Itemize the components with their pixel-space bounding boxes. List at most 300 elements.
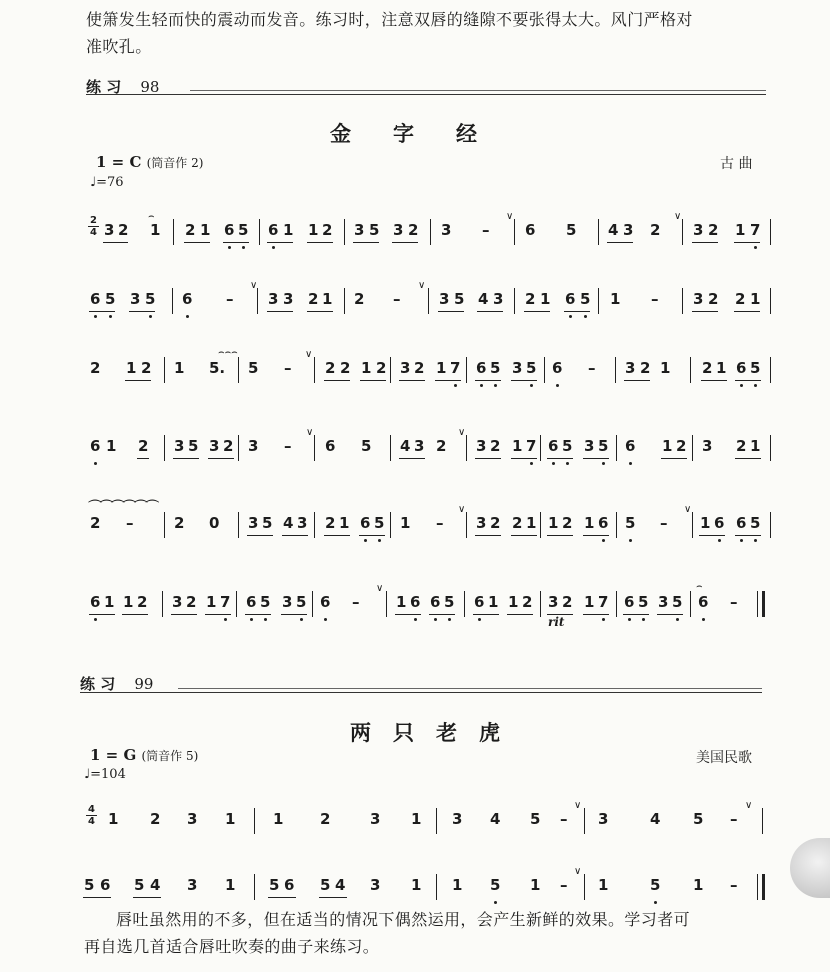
note: 6	[474, 593, 485, 611]
bar-line	[692, 512, 693, 538]
note: 5	[750, 359, 761, 377]
note: 3	[187, 876, 198, 894]
note: 1	[436, 359, 447, 377]
note: 7	[598, 593, 609, 611]
composer: 古 曲	[720, 156, 753, 172]
note: 3	[248, 437, 259, 455]
note: 6	[476, 359, 487, 377]
note: 3	[174, 437, 185, 455]
note: 3	[476, 514, 487, 532]
bar-line	[466, 435, 467, 461]
note: 6	[90, 437, 101, 455]
note: 6	[698, 593, 709, 611]
time-signature: 4 4	[86, 804, 97, 827]
bar-line	[436, 874, 437, 900]
note: 3	[393, 221, 404, 239]
note: 6	[325, 437, 336, 455]
quarter-note-icon: ♩	[84, 767, 91, 782]
note: 5	[320, 876, 331, 894]
note: 2	[354, 290, 365, 308]
note: –	[730, 876, 738, 894]
note: 2	[512, 514, 523, 532]
note: 4	[283, 514, 294, 532]
bar-line	[770, 219, 771, 245]
note: 1	[206, 593, 217, 611]
note: 6	[90, 290, 101, 308]
exercise-label: 练 习	[86, 78, 122, 96]
note: –	[284, 437, 292, 455]
note: 1	[548, 514, 559, 532]
breath-mark-icon: ∨	[376, 583, 384, 594]
note: 5	[580, 290, 591, 308]
bar-line	[762, 874, 765, 900]
note: 5	[260, 593, 271, 611]
note: 5	[262, 514, 273, 532]
note: 6	[268, 221, 279, 239]
bar-line	[238, 435, 239, 461]
note: 5	[269, 876, 280, 894]
note: 2	[320, 810, 331, 828]
note: 2	[150, 810, 161, 828]
note: 5	[598, 437, 609, 455]
note: 5	[296, 593, 307, 611]
breath-mark-icon: ∨	[418, 280, 426, 291]
note: 1	[225, 810, 236, 828]
note: 1	[396, 593, 407, 611]
intro-line-1: 使箫发生轻而快的震动而发音。练习时，注意双唇的缝隙不要张得太大。风门严格对	[86, 10, 693, 29]
bar-line	[584, 808, 585, 834]
note: 2	[702, 359, 713, 377]
note: 2	[525, 290, 536, 308]
note: 1	[174, 359, 185, 377]
note: 3	[370, 810, 381, 828]
note: 3	[400, 359, 411, 377]
note: 1	[584, 514, 595, 532]
note: 3	[493, 290, 504, 308]
key-text: 1 = C	[96, 153, 142, 171]
breath-mark-icon: ∨	[305, 349, 313, 360]
note: –	[436, 514, 444, 532]
bar-line	[254, 808, 255, 834]
bar-line	[682, 219, 683, 245]
note: 1	[308, 221, 319, 239]
note: 1	[584, 593, 595, 611]
bar-line	[164, 435, 165, 461]
note: 5	[369, 221, 380, 239]
note: 5	[638, 593, 649, 611]
exercise-number: 98	[140, 78, 160, 96]
note: 1	[283, 221, 294, 239]
bar-line	[464, 591, 465, 617]
note: 1	[700, 514, 711, 532]
breath-mark-icon: ∨	[250, 280, 258, 291]
note: 4	[478, 290, 489, 308]
note: 6	[284, 876, 295, 894]
rit-marking: rit	[548, 615, 565, 629]
note: 2	[650, 221, 661, 239]
note: 1	[273, 810, 284, 828]
exercise-99-header	[80, 673, 153, 694]
bar-line	[314, 357, 315, 383]
bar-line	[314, 512, 315, 538]
note: 3	[282, 593, 293, 611]
key-note: (筒音作 2)	[146, 156, 204, 170]
bar-line	[762, 591, 765, 617]
note: 4	[150, 876, 161, 894]
note: 2	[640, 359, 651, 377]
tempo-mark	[90, 175, 124, 190]
bar-line	[540, 591, 541, 617]
fermata-icon: ⌢	[696, 581, 703, 592]
bar-line	[584, 874, 585, 900]
note: 1	[508, 593, 519, 611]
score-98-line-1	[0, 211, 830, 261]
note: 1	[452, 876, 463, 894]
note: 1	[123, 593, 134, 611]
note: 5	[750, 514, 761, 532]
tempo-mark	[84, 767, 126, 782]
breath-mark-icon: ∨	[745, 800, 753, 811]
bar-line	[757, 591, 758, 617]
bar-line	[770, 357, 771, 383]
note: 3	[297, 514, 308, 532]
note: 5	[693, 810, 704, 828]
note: 3	[658, 593, 669, 611]
note: 1	[540, 290, 551, 308]
note: 5	[490, 876, 501, 894]
note: 5	[444, 593, 455, 611]
note: 4	[650, 810, 661, 828]
tempo-value: =76	[96, 175, 124, 190]
key-signature	[90, 746, 198, 764]
note: 2	[141, 359, 152, 377]
bar-line	[598, 219, 599, 245]
bar-line	[616, 591, 617, 617]
outro-line-2: 再自选几首适合唇吐吹奏的曲子来练习。	[84, 937, 380, 956]
bar-line	[514, 219, 515, 245]
bar-line	[430, 219, 431, 245]
note: 3	[172, 593, 183, 611]
note: 2	[138, 437, 149, 455]
note: 3	[584, 437, 595, 455]
bar-line	[692, 435, 693, 461]
note: 3	[283, 290, 294, 308]
bar-line	[466, 357, 467, 383]
song-title: 两只老虎	[350, 720, 522, 745]
note: 1	[530, 876, 541, 894]
bar-line	[770, 288, 771, 314]
note: 0	[209, 514, 220, 532]
note: 6	[430, 593, 441, 611]
note: 6	[100, 876, 111, 894]
note: 2	[322, 221, 333, 239]
header-rule	[86, 94, 766, 95]
note: 6	[246, 593, 257, 611]
note: 3	[248, 514, 259, 532]
bar-line	[344, 219, 345, 245]
note: 5	[650, 876, 661, 894]
note: 1	[200, 221, 211, 239]
note: 2	[90, 514, 101, 532]
note: 6	[525, 221, 536, 239]
note: 2	[376, 359, 387, 377]
note: 1	[750, 437, 761, 455]
note: 5	[625, 514, 636, 532]
note: 6	[714, 514, 725, 532]
note: 1	[598, 876, 609, 894]
bar-line	[690, 591, 691, 617]
song-title: 金字经	[330, 121, 519, 146]
tempo-value: =104	[90, 767, 126, 782]
note: 5	[454, 290, 465, 308]
note: 2	[490, 437, 501, 455]
note: 1	[411, 876, 422, 894]
note: 5	[238, 221, 249, 239]
note: 1	[104, 593, 115, 611]
key-note: (筒音作 5)	[141, 749, 199, 763]
key-signature	[96, 153, 203, 171]
note: 1	[716, 359, 727, 377]
bar-line	[682, 288, 683, 314]
note: 5	[672, 593, 683, 611]
bar-line	[390, 357, 391, 383]
exercise-label: 练 习	[80, 675, 116, 693]
bar-line	[312, 591, 313, 617]
breath-mark-icon: ∨	[574, 800, 582, 811]
score-98-line-4	[0, 427, 830, 477]
score-99-line-1	[0, 800, 830, 850]
note: 3	[548, 593, 559, 611]
bar-line	[390, 512, 391, 538]
note: 1	[610, 290, 621, 308]
note: 5	[562, 437, 573, 455]
note: 1	[512, 437, 523, 455]
bar-line	[172, 288, 173, 314]
bar-line	[770, 435, 771, 461]
note: 3	[693, 290, 704, 308]
note: 6	[360, 514, 371, 532]
note: 1	[526, 514, 537, 532]
note: 1	[411, 810, 422, 828]
note: 2	[522, 593, 533, 611]
note: –	[393, 290, 401, 308]
note: 1	[735, 221, 746, 239]
bar-line	[314, 435, 315, 461]
intro-line-2: 准吹孔。	[86, 37, 152, 56]
note: –	[588, 359, 596, 377]
note: 2	[414, 359, 425, 377]
note: 3	[598, 810, 609, 828]
note: 6	[552, 359, 563, 377]
note: 3	[623, 221, 634, 239]
breath-mark-icon: ∨	[458, 427, 466, 438]
note: 3	[625, 359, 636, 377]
note: 2	[185, 221, 196, 239]
note: 4	[335, 876, 346, 894]
note: 6	[548, 437, 559, 455]
note: 5	[361, 437, 372, 455]
bar-line	[615, 357, 616, 383]
bar-line	[344, 288, 345, 314]
note: 2	[562, 514, 573, 532]
note: 6	[736, 359, 747, 377]
note: 1	[693, 876, 704, 894]
note: 5	[188, 437, 199, 455]
score-98-line-6	[0, 581, 830, 633]
bar-line	[762, 808, 763, 834]
time-signature: 2 4	[88, 215, 99, 238]
note: 2	[562, 593, 573, 611]
fermata-icon: ⌢	[148, 211, 155, 222]
note: –	[730, 593, 738, 611]
note: 5	[105, 290, 116, 308]
bar-line	[162, 591, 163, 617]
note: 3	[209, 437, 220, 455]
note: 2	[736, 437, 747, 455]
bar-line	[390, 435, 391, 461]
note: 5	[248, 359, 259, 377]
note: 6	[624, 593, 635, 611]
bar-line	[540, 512, 541, 538]
note: –	[560, 876, 568, 894]
note: 5	[530, 810, 541, 828]
note: 7	[750, 221, 761, 239]
bar-line	[757, 874, 758, 900]
note: 1	[400, 514, 411, 532]
note: 2	[735, 290, 746, 308]
note: 3	[693, 221, 704, 239]
note: 1	[662, 437, 673, 455]
note: 2	[325, 359, 336, 377]
bar-line	[770, 512, 771, 538]
bar-line	[173, 219, 174, 245]
bar-line	[238, 357, 239, 383]
quarter-note-icon: ♩	[90, 175, 97, 190]
note: 2	[708, 221, 719, 239]
bar-line	[514, 288, 515, 314]
note: 2	[436, 437, 447, 455]
note: 6	[90, 593, 101, 611]
breath-mark-icon: ∨	[674, 211, 682, 222]
note: 2	[325, 514, 336, 532]
note: 6	[410, 593, 421, 611]
bar-line	[598, 288, 599, 314]
note: 1	[339, 514, 350, 532]
note: 5.	[209, 359, 226, 377]
note: 1	[361, 359, 372, 377]
score-98-line-5	[0, 500, 830, 554]
bar-line	[616, 512, 617, 538]
note: 2	[118, 221, 129, 239]
note: 5	[134, 876, 145, 894]
note: 3	[452, 810, 463, 828]
breath-mark-icon: ∨	[574, 866, 582, 877]
breath-mark-icon: ∨	[506, 211, 514, 222]
note: 3	[512, 359, 523, 377]
note: 3	[370, 876, 381, 894]
note: 3	[130, 290, 141, 308]
note: 2	[186, 593, 197, 611]
note: 6	[625, 437, 636, 455]
note: –	[284, 359, 292, 377]
breath-mark-icon: ∨	[306, 427, 314, 438]
note: –	[352, 593, 360, 611]
note: 5	[84, 876, 95, 894]
exercise-number: 99	[134, 675, 154, 693]
breath-mark-icon: ∨	[458, 504, 466, 515]
header-rule-thin	[190, 90, 766, 91]
note: 5	[566, 221, 577, 239]
note: 3	[702, 437, 713, 455]
note: –	[730, 810, 738, 828]
note: 6	[182, 290, 193, 308]
bar-line	[254, 874, 255, 900]
note: 7	[220, 593, 231, 611]
note: –	[651, 290, 659, 308]
note: 5	[145, 290, 156, 308]
tie-icon: ⏜⏜⏜⏜⏜⏜	[88, 500, 157, 516]
note: 1	[126, 359, 137, 377]
note: 1	[225, 876, 236, 894]
bar-line	[236, 591, 237, 617]
note: 2	[174, 514, 185, 532]
note: 6	[736, 514, 747, 532]
note: 3	[104, 221, 115, 239]
tie-icon: ⌢⌢⌢	[218, 347, 238, 358]
note: 2	[408, 221, 419, 239]
note: 2	[137, 593, 148, 611]
note: 5	[490, 359, 501, 377]
composer: 美国民歌	[696, 750, 752, 766]
note: 2	[340, 359, 351, 377]
bar-line	[428, 288, 429, 314]
note: 3	[441, 221, 452, 239]
note: 2	[676, 437, 687, 455]
bar-line	[259, 219, 260, 245]
breath-mark-icon: ∨	[684, 504, 692, 515]
note: 1	[488, 593, 499, 611]
note: 3	[476, 437, 487, 455]
outro-line-1: 唇吐虽然用的不多，但在适当的情况下偶然运用，会产生新鲜的效果。学习者可	[116, 910, 691, 929]
score-98-line-3	[0, 347, 830, 399]
bar-line	[616, 435, 617, 461]
note: –	[226, 290, 234, 308]
bar-line	[544, 357, 545, 383]
note: 2	[90, 359, 101, 377]
note: 4	[608, 221, 619, 239]
header-rule	[80, 692, 762, 693]
note: 2	[490, 514, 501, 532]
note: 3	[268, 290, 279, 308]
note: 3	[439, 290, 450, 308]
note: 2	[708, 290, 719, 308]
bar-line	[540, 435, 541, 461]
note: 7	[450, 359, 461, 377]
note: 3	[187, 810, 198, 828]
note: 1	[106, 437, 117, 455]
bar-line	[238, 512, 239, 538]
note: 6	[598, 514, 609, 532]
bar-line	[466, 512, 467, 538]
bar-line	[436, 808, 437, 834]
note: 2	[308, 290, 319, 308]
note: 6	[565, 290, 576, 308]
bar-line	[164, 512, 165, 538]
note: –	[660, 514, 668, 532]
bar-line	[257, 288, 258, 314]
key-text: 1 = G	[90, 746, 137, 764]
note: 1	[150, 221, 161, 239]
